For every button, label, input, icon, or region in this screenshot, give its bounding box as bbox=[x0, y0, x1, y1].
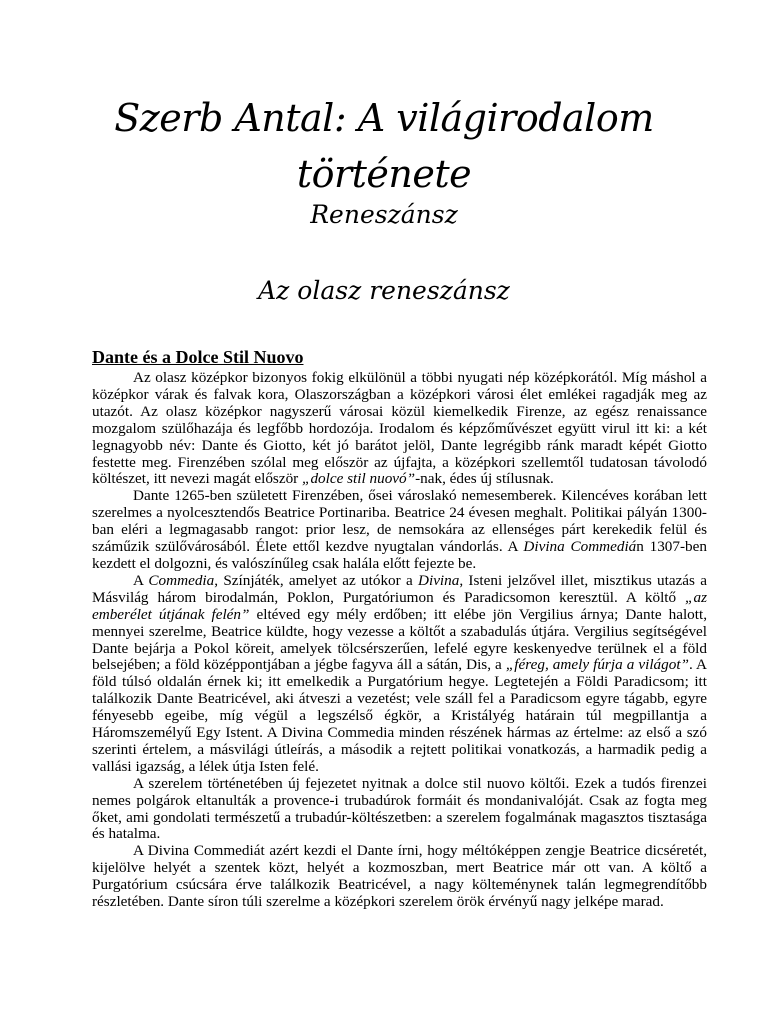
paragraph-2-text-b: n 1307-ben kezdett el dolgozni, és valószínűleg csak halála előtt fejezte be. bbox=[92, 538, 707, 572]
paragraph-1 bbox=[92, 370, 707, 488]
document-title-line1: Szerb Antal: A világirodalom bbox=[114, 96, 654, 140]
chapter-heading: Dante és a Dolce Stil Nuovo bbox=[92, 347, 304, 367]
paragraph-5: A Divina Commediát azért kezdi el Dante írni, hogy méltóképpen zengje Beatrice dicséretét, kijelölve helyét a szentek közt, helyét a kozmoszban, mert Beatrice már ott van. A költő a Purgatórium csúcsára érve találkozik Beatricével, a nagy költeménynek talán legmegrendítőbb részletében. Dante síron túli szerelme a középkori szerelem örök érvényű nagy jelképe marad. bbox=[92, 842, 707, 911]
paragraph-3-emphasis-2: Divina bbox=[418, 571, 460, 589]
paragraph-2 bbox=[92, 488, 707, 573]
paragraph-3-text-a: A bbox=[133, 571, 149, 589]
paragraph-4: A szerelem történetében új fejezetet nyitnak a dolce stil nuovo költői. Ezek a tudós firenzei nemes polgárok eltanulták a provence-i trubadúrok formáit és mondanivalóját. Csak az fogta meg őket, ami gondolati természetű a trubadúr-költészetben: a szerelem fogalmának magasztos tisztasága és hatalma. bbox=[92, 774, 707, 843]
section-title: Az olasz reneszánsz bbox=[258, 276, 510, 305]
paragraph-3 bbox=[92, 573, 707, 776]
paragraph-3-text-e: . A föld túlsó oldalán érnek ki; itt emelkedik a Purgatórium hegye. Legtetején a Földi Paradicsom; itt találkozik Dante Beatricével, aki átveszi a vezetést; vele száll fel a Paradicsom egyre tágabb, egyre fényesebb egeibe, míg végül a legszélső égkör, a Kristályég határain túl megpillantja a Háromszemélyű Egy Istent. A Divina Commedia minden részének hármas az értelme: az első a szó szerinti értelem, a másvilági útleírás, a második a rejtett politikai vonatkozás, a harmadik pedig a vallási igazság, a lélek útja Isten felé. bbox=[92, 656, 707, 775]
paragraph-2-emphasis: Divina Commediá bbox=[523, 538, 637, 556]
paragraph-3-text-b: , Színjáték, amelyet az utókor a bbox=[214, 571, 418, 589]
paragraph-1-emphasis: „dolce stil nuovó” bbox=[302, 470, 416, 488]
paragraph-1-text-a: Az olasz középkor bizonyos fokig elkülönül a többi nyugati nép középkorától. Míg máshol a középkor várak és falvak kora, Olaszországban a középkori városi élet emlékei ragadják meg az utazót. Az olasz középkor nagyszerű városai közül kiemelkedik Firenze, az egész renaissance mozgalom szülőhazája és legfőbb hordozója. Irodalom és képzőművészet együtt virul itt ki: a két legnagyobb név: Dante és Giotto, két jó barátot jelöl, Dante legrégibb ránk maradt képét Giotto festette meg. Firenzében szólal meg először az újfajta, a középkori szellemtől tudatosan távolodó költészet, itt nevezi magát először bbox=[92, 369, 707, 488]
body-text bbox=[92, 370, 707, 911]
paragraph-3-emphasis-1: Commedia bbox=[148, 571, 215, 589]
paragraph-3-emphasis-3: „az emberélet útjának felén” bbox=[92, 588, 707, 623]
paragraph-2-text-a: Dante 1265-ben született Firenzében, ősei városlakó nemesemberek. Kilencéves korában lett szerelmes a nyolcesztendős Beatrice Portinariba. Beatrice 24 évesen meghalt. Politikai pályán 1300-ban eléri a legmagasabb rangot: prior lesz, de nemsokára az ellenséges párt kerekedik felül és száműzik szülővárosából. Élete ettől kezdve nyugtalan vándorlás. A bbox=[92, 487, 707, 556]
paragraph-3-text-d: eltéved egy mély erdőben; itt elébe jön Vergilius árnya; Dante halott, mennyei szerelme, Beatrice küldte, hogy vezesse a költőt a szabadulás útjára. Vergilius segítségével Dante bejárja a Pokol köreit, amelyek tölcsérszerűen, lefelé egyre keskenyedve terülnek el a föld belsejében; a föld középpontjában a jégbe fagyva áll a sátán, Dis, a bbox=[92, 605, 707, 674]
paragraph-3-emphasis-4: „féreg, amely fúrja a világot” bbox=[505, 656, 689, 674]
document-subtitle: Reneszánsz bbox=[310, 200, 458, 229]
document-title-line2: története bbox=[296, 152, 472, 196]
paragraph-1-text-b: -nak, édes új stílusnak. bbox=[415, 470, 554, 488]
paragraph-3-text-c: , Isteni jelzővel illet, misztikus utazás a Másvilág három birodalmán, Poklon, Purgatóriumon és Paradicsomon keresztül. A költő bbox=[92, 571, 707, 606]
